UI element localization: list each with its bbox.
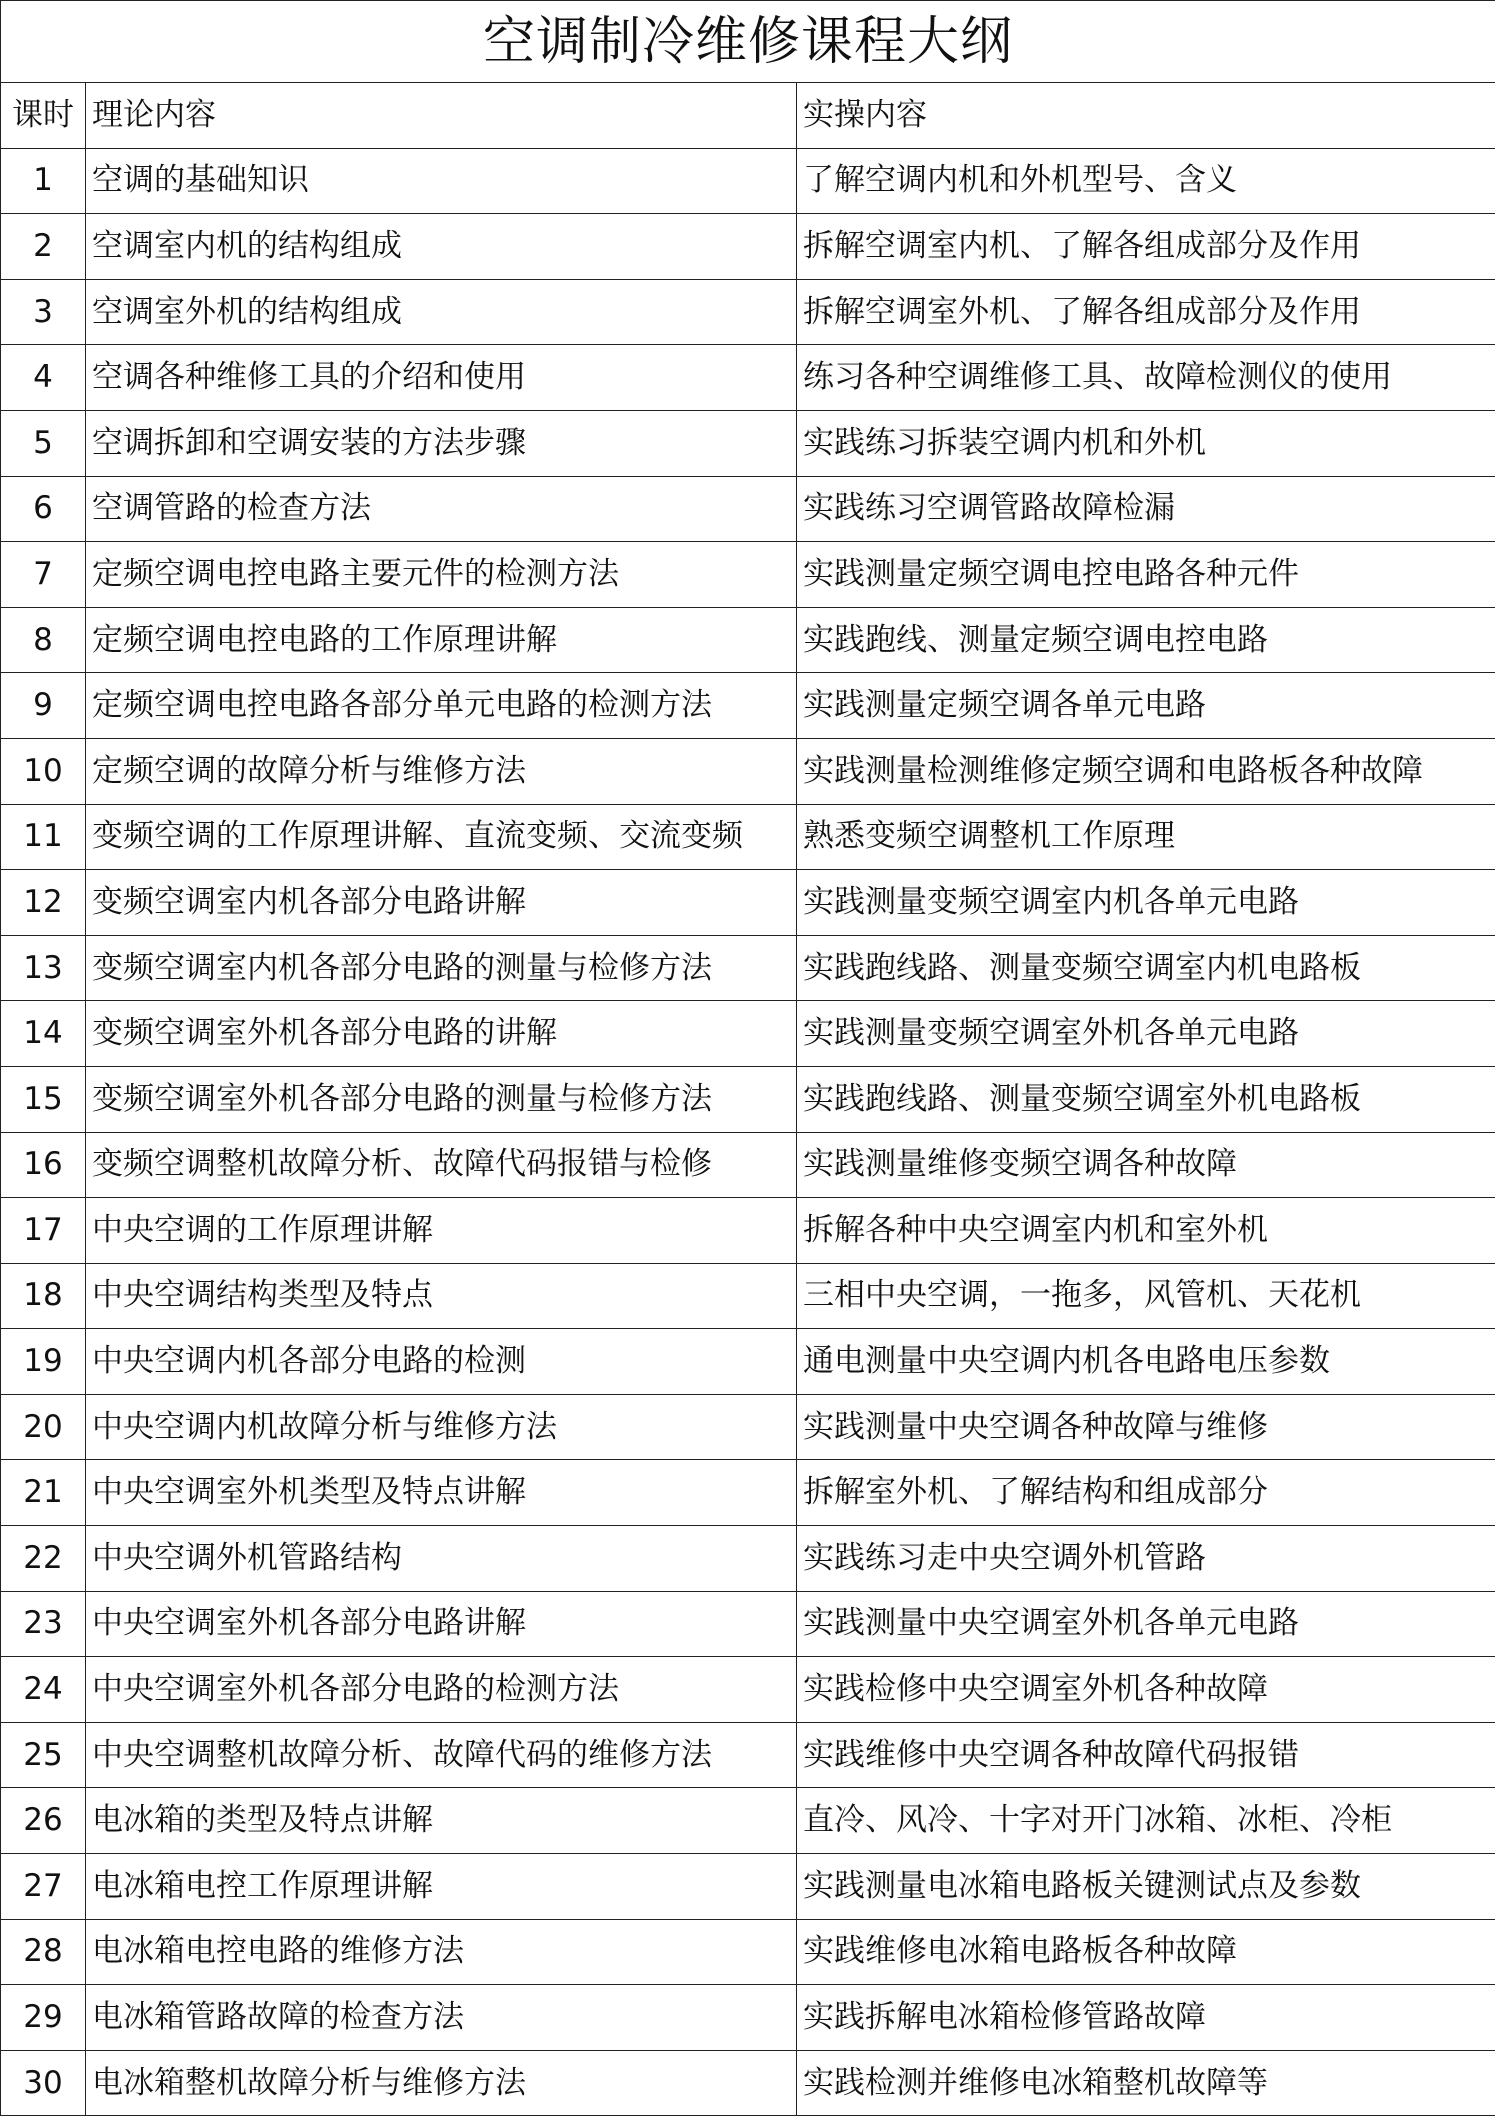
- practice-content: 实践测量中央空调室外机各单元电路: [797, 1591, 1495, 1657]
- lesson-number: 4: [1, 345, 86, 411]
- practice-content: 拆解各种中央空调室内机和室外机: [797, 1198, 1495, 1264]
- lesson-number: 14: [1, 1001, 86, 1067]
- theory-content: 中央空调外机管路结构: [86, 1526, 797, 1592]
- practice-content: 实践测量定频空调电控电路各种元件: [797, 542, 1495, 608]
- theory-content: 电冰箱电控电路的维修方法: [86, 1919, 797, 1985]
- theory-content: 变频空调室内机各部分电路讲解: [86, 870, 797, 936]
- theory-content: 中央空调结构类型及特点: [86, 1263, 797, 1329]
- lesson-number: 15: [1, 1066, 86, 1132]
- practice-content: 练习各种空调维修工具、故障检测仪的使用: [797, 345, 1495, 411]
- theory-content: 电冰箱的类型及特点讲解: [86, 1788, 797, 1854]
- table-row: [1, 2050, 1495, 2116]
- theory-content: 中央空调的工作原理讲解: [86, 1198, 797, 1264]
- theory-content: 空调的基础知识: [86, 148, 797, 214]
- lesson-number: 8: [1, 607, 86, 673]
- title-row: [1, 1, 1495, 83]
- table-row: [1, 1985, 1495, 2051]
- table-row: [1, 1854, 1495, 1920]
- practice-content: 实践练习空调管路故障检漏: [797, 476, 1495, 542]
- header-lesson: 课时: [1, 83, 86, 149]
- lesson-number: 23: [1, 1591, 86, 1657]
- lesson-number: 11: [1, 804, 86, 870]
- table-row: [1, 935, 1495, 1001]
- lesson-number: 26: [1, 1788, 86, 1854]
- practice-content: 三相中央空调，一拖多，风管机、天花机: [797, 1263, 1495, 1329]
- table-row: [1, 1526, 1495, 1592]
- practice-content: 实践维修电冰箱电路板各种故障: [797, 1919, 1495, 1985]
- practice-content: 拆解空调室外机、了解各组成部分及作用: [797, 279, 1495, 345]
- table-row: [1, 1657, 1495, 1723]
- practice-content: 实践检修中央空调室外机各种故障: [797, 1657, 1495, 1723]
- practice-content: 实践跑线路、测量变频空调室内机电路板: [797, 935, 1495, 1001]
- theory-content: 变频空调室外机各部分电路的讲解: [86, 1001, 797, 1067]
- theory-content: 电冰箱管路故障的检查方法: [86, 1985, 797, 2051]
- table-row: [1, 1198, 1495, 1264]
- table-row: [1, 410, 1495, 476]
- practice-content: 直冷、风冷、十字对开门冰箱、冰柜、冷柜: [797, 1788, 1495, 1854]
- table-row: [1, 476, 1495, 542]
- table-row: [1, 1001, 1495, 1067]
- table-row: [1, 1591, 1495, 1657]
- practice-content: 实践测量检测维修定频空调和电路板各种故障: [797, 738, 1495, 804]
- practice-content: 实践测量中央空调各种故障与维修: [797, 1394, 1495, 1460]
- practice-content: 实践检测并维修电冰箱整机故障等: [797, 2050, 1495, 2116]
- theory-content: 变频空调的工作原理讲解、直流变频、交流变频: [86, 804, 797, 870]
- lesson-number: 3: [1, 279, 86, 345]
- table-row: [1, 542, 1495, 608]
- theory-content: 定频空调的故障分析与维修方法: [86, 738, 797, 804]
- lesson-number: 30: [1, 2050, 86, 2116]
- practice-content: 通电测量中央空调内机各电路电压参数: [797, 1329, 1495, 1395]
- theory-content: 变频空调室外机各部分电路的测量与检修方法: [86, 1066, 797, 1132]
- lesson-number: 27: [1, 1854, 86, 1920]
- table-row: [1, 1329, 1495, 1395]
- theory-content: 中央空调整机故障分析、故障代码的维修方法: [86, 1722, 797, 1788]
- theory-content: 空调室外机的结构组成: [86, 279, 797, 345]
- theory-content: 定频空调电控电路主要元件的检测方法: [86, 542, 797, 608]
- table-row: [1, 1394, 1495, 1460]
- lesson-number: 10: [1, 738, 86, 804]
- table-row: [1, 1132, 1495, 1198]
- table-row: [1, 1722, 1495, 1788]
- theory-content: 变频空调整机故障分析、故障代码报错与检修: [86, 1132, 797, 1198]
- lesson-number: 1: [1, 148, 86, 214]
- table-row: [1, 1788, 1495, 1854]
- practice-content: 实践测量维修变频空调各种故障: [797, 1132, 1495, 1198]
- lesson-number: 29: [1, 1985, 86, 2051]
- lesson-number: 13: [1, 935, 86, 1001]
- lesson-number: 7: [1, 542, 86, 608]
- practice-content: 了解空调内机和外机型号、含义: [797, 148, 1495, 214]
- lesson-number: 25: [1, 1722, 86, 1788]
- practice-content: 实践维修中央空调各种故障代码报错: [797, 1722, 1495, 1788]
- theory-content: 中央空调室外机各部分电路的检测方法: [86, 1657, 797, 1723]
- header-practice: 实操内容: [797, 83, 1495, 149]
- practice-content: 实践测量变频空调室内机各单元电路: [797, 870, 1495, 936]
- lesson-number: 22: [1, 1526, 86, 1592]
- theory-content: 电冰箱整机故障分析与维修方法: [86, 2050, 797, 2116]
- table-row: [1, 148, 1495, 214]
- table-row: [1, 738, 1495, 804]
- theory-content: 中央空调室外机类型及特点讲解: [86, 1460, 797, 1526]
- lesson-number: 21: [1, 1460, 86, 1526]
- practice-content: 实践测量定频空调各单元电路: [797, 673, 1495, 739]
- theory-content: 空调拆卸和空调安装的方法步骤: [86, 410, 797, 476]
- practice-content: 拆解室外机、了解结构和组成部分: [797, 1460, 1495, 1526]
- practice-content: 实践跑线路、测量变频空调室外机电路板: [797, 1066, 1495, 1132]
- theory-content: 定频空调电控电路各部分单元电路的检测方法: [86, 673, 797, 739]
- theory-content: 电冰箱电控工作原理讲解: [86, 1854, 797, 1920]
- table-row: [1, 1263, 1495, 1329]
- table-row: [1, 345, 1495, 411]
- table-row: [1, 1919, 1495, 1985]
- header-row: [1, 83, 1495, 149]
- table-row: [1, 870, 1495, 936]
- lesson-number: 2: [1, 214, 86, 280]
- page-title: 空调制冷维修课程大纲: [1, 1, 1495, 83]
- theory-content: 变频空调室内机各部分电路的测量与检修方法: [86, 935, 797, 1001]
- theory-content: 中央空调内机故障分析与维修方法: [86, 1394, 797, 1460]
- theory-content: 空调室内机的结构组成: [86, 214, 797, 280]
- lesson-number: 24: [1, 1657, 86, 1723]
- practice-content: 熟悉变频空调整机工作原理: [797, 804, 1495, 870]
- practice-content: 实践测量电冰箱电路板关键测试点及参数: [797, 1854, 1495, 1920]
- practice-content: 实践拆解电冰箱检修管路故障: [797, 1985, 1495, 2051]
- theory-content: 中央空调室外机各部分电路讲解: [86, 1591, 797, 1657]
- lesson-number: 9: [1, 673, 86, 739]
- lesson-number: 18: [1, 1263, 86, 1329]
- table-row: [1, 1066, 1495, 1132]
- table-row: [1, 279, 1495, 345]
- lesson-number: 19: [1, 1329, 86, 1395]
- theory-content: 空调管路的检查方法: [86, 476, 797, 542]
- table-row: [1, 804, 1495, 870]
- lesson-number: 17: [1, 1198, 86, 1264]
- theory-content: 空调各种维修工具的介绍和使用: [86, 345, 797, 411]
- lesson-number: 12: [1, 870, 86, 936]
- lesson-number: 28: [1, 1919, 86, 1985]
- practice-content: 实践练习走中央空调外机管路: [797, 1526, 1495, 1592]
- syllabus-table-body: [1, 1, 1495, 2116]
- lesson-number: 16: [1, 1132, 86, 1198]
- theory-content: 中央空调内机各部分电路的检测: [86, 1329, 797, 1395]
- table-row: [1, 214, 1495, 280]
- theory-content: 定频空调电控电路的工作原理讲解: [86, 607, 797, 673]
- practice-content: 拆解空调室内机、了解各组成部分及作用: [797, 214, 1495, 280]
- lesson-number: 6: [1, 476, 86, 542]
- table-row: [1, 1460, 1495, 1526]
- practice-content: 实践跑线、测量定频空调电控电路: [797, 607, 1495, 673]
- lesson-number: 20: [1, 1394, 86, 1460]
- lesson-number: 5: [1, 410, 86, 476]
- practice-content: 实践练习拆装空调内机和外机: [797, 410, 1495, 476]
- table-row: [1, 607, 1495, 673]
- table-row: [1, 673, 1495, 739]
- practice-content: 实践测量变频空调室外机各单元电路: [797, 1001, 1495, 1067]
- header-theory: 理论内容: [86, 83, 797, 149]
